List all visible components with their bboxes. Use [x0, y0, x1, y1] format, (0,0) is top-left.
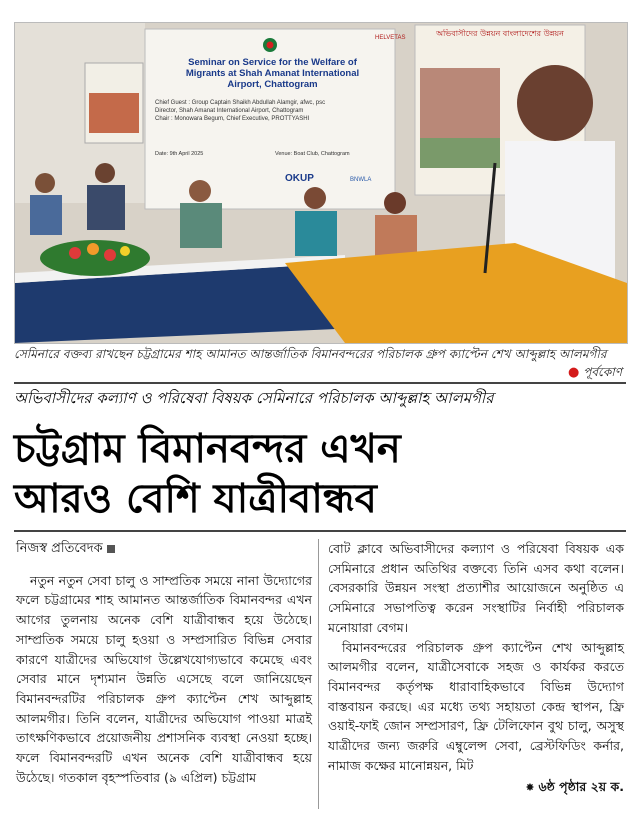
banner-title: Seminar on Service for the Welfare of Migrants at Shah Amanat International Airport, Chattogram — [185, 57, 360, 90]
banner-okup: OKUP — [285, 173, 314, 184]
continuation-star-icon: ✸ — [525, 781, 535, 795]
credit-text: পূর্বকোণ — [583, 365, 622, 379]
article-column-left — [16, 539, 312, 787]
kicker-subheadline: অভিবাসীদের কল্যাণ ও পরিষেবা বিষয়ক সেমিনারে পরিচালক আব্দুল্লাহ আলমগীর — [14, 382, 626, 408]
byline — [16, 539, 312, 559]
banner-date: Date: 9th April 2025 — [155, 151, 204, 157]
banner-director: Director, Shah Amanat International Airport, Chattogram — [155, 108, 304, 114]
article-column-right — [328, 539, 624, 798]
headline — [14, 424, 626, 524]
byline-square-icon — [107, 545, 115, 553]
column-divider — [318, 539, 319, 809]
body-paragraph-3: বিমানবন্দরের পরিচালক গ্রুপ ক্যাপ্টেন শেখ আব্দুল্লাহ আলমগীর বলেন, যাত্রীসেবাকে সহজ ও কার্যকর করতে বিমানবন্দর কর্তৃপক্ষ ধারাবাহিকভাবে বিভিন্ন উদ্যোগ বাস্তবায়ন করছে। এর মধ্যে তথ্য সহায়তা কেন্দ্র স্থাপন, ফ্রি ওয়াই-ফাই জোন সম্প্রসারণ, ফ্রি টেলিফোন বুথ চালু, অসুস্থ যাত্রীদের জন্য জরুরি এম্বুলেন্স সেবা, ব্রেস্টফিডিং কর্নার, নামাজ কক্ষের মানোন্নয়ন, মিট — [328, 639, 624, 773]
continuation-text: ৬ষ্ঠ পৃষ্ঠার ২য় ক. — [538, 779, 624, 795]
news-photo — [14, 22, 628, 344]
banner-chief-guest: Chief Guest : Group Captain Shaikh Abdullah Alamgir, afwc, psc — [155, 100, 326, 106]
poster-text: অভিবাসীদের উন্নয়ন বাংলাদেশের উন্নয়ন — [436, 29, 564, 38]
banner-helvetas: HELVETAS — [375, 35, 406, 41]
banner-venue: Venue: Boat Club, Chattogram — [275, 151, 350, 157]
headline-rule — [14, 530, 626, 532]
seminar-photo-illustration — [15, 23, 627, 343]
photo-caption: সেমিনারে বক্তব্য রাখছেন চট্টগ্রামের শাহ আমানত আন্তর্জাতিক বিমানবন্দরের পরিচালক গ্রুপ ক্যাপ্টেন শেখ আব্দুল্লাহ আলমগীর — [14, 347, 607, 361]
banner-chair: Chair : Monowara Begum, Chief Executive, PROTTYASHI — [155, 116, 310, 122]
headline-line-2: আরও বেশি যাত্রীবান্ধব — [14, 476, 377, 522]
photo-credit — [568, 364, 622, 384]
body-paragraph-2: বোট ক্লাবে অভিবাসীদের কল্যাণ ও পরিষেবা বিষয়ক এক সেমিনারে প্রধান অতিথির বক্তব্যে তিনি এসব কথা বলেন। বেসরকারি উন্নয়ন সংস্থা প্রত্যাশীর আয়োজনে অনুষ্ঠিত এ সেমিনারে সভাপতিত্ব করেন সংস্থাটির নির্বাহী পরিচালক মনোয়ারা বেগম। — [328, 541, 624, 635]
continuation-line — [328, 777, 624, 798]
body-paragraph-1: নতুন নতুন সেবা চালু ও সাম্প্রতিক সময়ে নানা উদ্যোগের ফলে চট্টগ্রামের শাহ আমানত আন্তর্জাতিক বিমানবন্দর এখন আগের তুলনায় অনেক বেশি যাত্রীবান্ধব হয়ে উঠেছে। সাম্প্রতিক সময়ে চালু হওয়া ও সম্প্রসারিত বিভিন্ন সেবার কারণে যাত্রীদের অভিযোগ উল্লেখযোগ্যভাবে কমেছে এবং সেবার মানে দৃশ্যমান উন্নতি এসেছে বলে জানিয়েছেন বিমানবন্দরটির পরিচালক গ্রুপ ক্যাপ্টেন শেখ আব্দুল্লাহ আলমগীর। তিনি বলেন, যাত্রীদের অভিযোগ পাওয়া মাত্রই তাৎক্ষণিকভাবে প্রয়োজনীয় প্রশাসনিক ব্যবস্থা নেওয়া হচ্ছে। ফলে বিমানবন্দরটি এখন অনেক বেশি যাত্রীবান্ধব হয়ে উঠেছে। গতকাল বৃহস্পতিবার (৯ এপ্রিল) চট্টগ্রাম — [16, 572, 312, 785]
byline-text: নিজস্ব প্রতিবেদক — [16, 541, 103, 556]
banner-bnwla: BNWLA — [350, 177, 372, 183]
credit-bullet-icon: ● — [568, 365, 580, 380]
headline-line-1: চট্টগ্রাম বিমানবন্দর এখন — [14, 426, 401, 472]
